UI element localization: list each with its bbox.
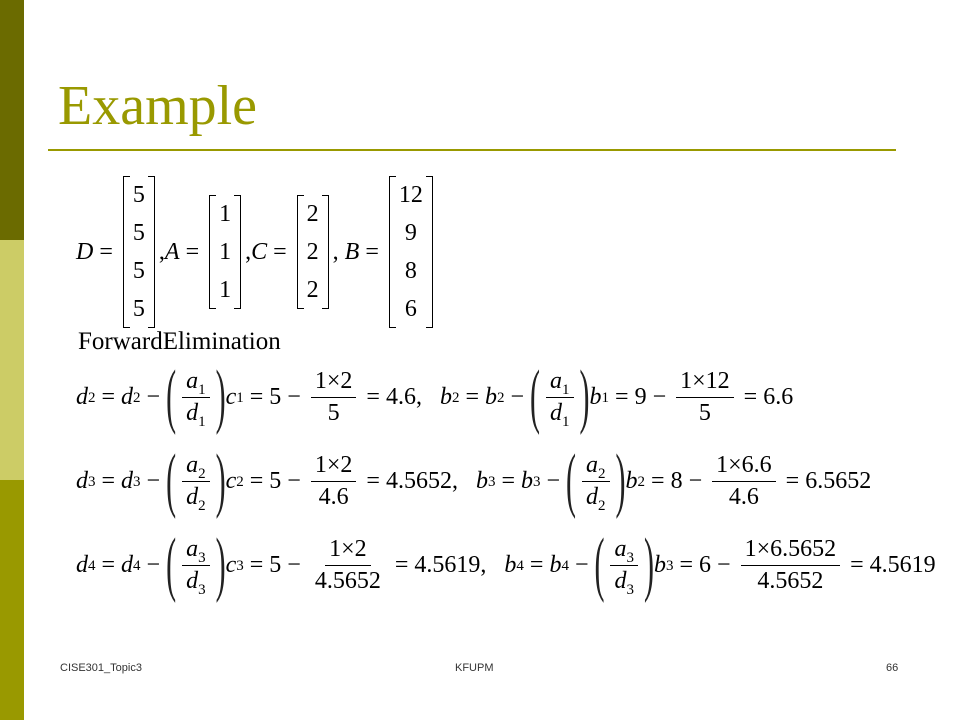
matrix-C bbox=[297, 195, 329, 309]
matrix-A-name: A bbox=[164, 238, 180, 265]
matrix-A bbox=[209, 195, 241, 309]
matrix-D bbox=[123, 176, 155, 328]
elimination-step-3: d 4 = d 4 − ( $\frac{a_3}{d_3}$ ) c 3 = 5 − $\frac{1\times 2}{4.5652}$ = 4.5619 , b 4 = b 4 − ( $\frac{a_3}{d_3}$ ) b 3 = 6 − $\frac{1\times 6.5652}{4.5652}$ = 4.5619 bbox=[76, 524, 936, 604]
matrix-D-entry: 5 bbox=[132, 296, 145, 322]
matrix-A-entry: 1 bbox=[219, 239, 232, 265]
matrix-D-entry: 5 bbox=[132, 182, 145, 208]
decor-bar-bottom bbox=[0, 480, 24, 720]
matrix-A-entry: 1 bbox=[219, 201, 232, 227]
matrix-B-entry: 12 bbox=[398, 182, 423, 208]
elimination-step-2: d 3 = d 3 − ( $\frac{a_2}{d_2}$ ) c 2 = 5 − $\frac{1\times 2}{4.6}$ = 4.5652 , b 3 = b 3 − ( $\frac{a_2}{d_2}$ ) b 2 = 8 − $\frac{1\times 6.6}{4.6}$ = 6.5652 bbox=[76, 440, 872, 520]
matrix-B-name: B bbox=[344, 238, 360, 265]
matrix-D-entry: 5 bbox=[132, 258, 145, 284]
matrix-D-entry: 5 bbox=[132, 220, 145, 246]
vector-definitions: D = 5 5 5 5 , A = 1 1 1 , C = 2 2 2 , B = 12 9 8 6 bbox=[76, 176, 437, 328]
matrix-B bbox=[389, 176, 433, 328]
matrix-C-entry: 2 bbox=[306, 239, 319, 265]
matrix-B-entry: 8 bbox=[404, 258, 417, 284]
matrix-B-entry: 9 bbox=[404, 220, 417, 246]
footer-course: CISE301_Topic3 bbox=[60, 662, 142, 674]
slide-title: Example bbox=[58, 75, 258, 137]
decor-bar-top bbox=[0, 0, 24, 240]
footer-institution: KFUPM bbox=[455, 662, 494, 674]
page-number: 66 bbox=[886, 662, 899, 674]
matrix-D-name: D bbox=[76, 238, 94, 265]
matrix-A-entry: 1 bbox=[219, 277, 232, 303]
elimination-step-1: d 2 = d 2 − ( $\frac{a_1}{d_1}$ ) c 1 = 5 − $\frac{1\times 2}{5}$ = 4.6 , b 2 = b 2 − ( $\frac{a_1}{d_1}$ ) b 1 = 9 − $\frac{1\times 12}{5}$ = 6.6 bbox=[76, 356, 794, 436]
matrix-C-name: C bbox=[251, 238, 268, 265]
decor-bar-middle bbox=[0, 240, 24, 480]
section-label: ForwardElimination bbox=[78, 328, 281, 355]
matrix-C-entry: 2 bbox=[306, 201, 319, 227]
matrix-B-entry: 6 bbox=[404, 296, 417, 322]
title-underline bbox=[48, 149, 896, 151]
matrix-C-entry: 2 bbox=[306, 277, 319, 303]
